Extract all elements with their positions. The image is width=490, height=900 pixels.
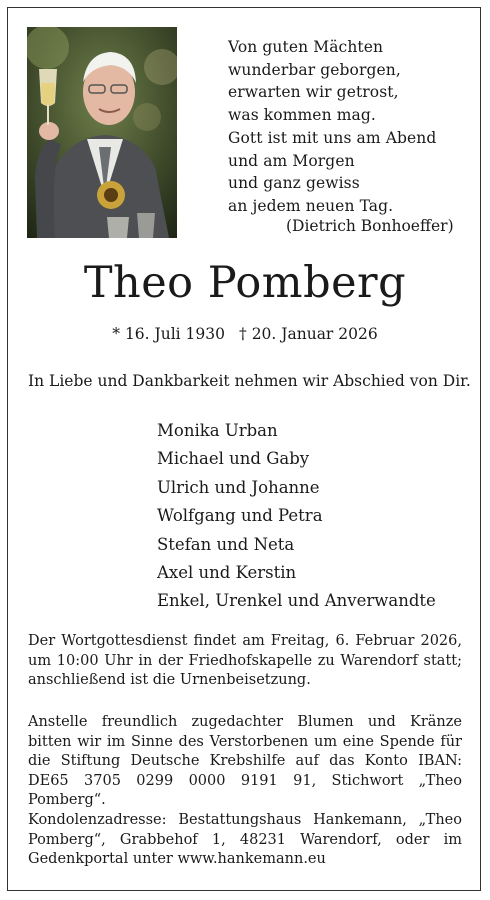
poem-line: was kommen mag. [228,106,376,125]
family-member: Enkel, Urenkel und Anverwandte [157,591,436,611]
birth-date: * 16. Juli 1930 [112,325,226,343]
poem-line: und ganz gewiss [228,174,360,193]
poem-author: (Dietrich Bonhoeffer) [286,217,454,235]
poem-line: Gott ist mit uns am Abend [228,128,437,147]
family-member: Monika Urban [157,421,278,440]
service-paragraph: Der Wortgottesdienst findet am Freitag, 6. Februar 2026, um 10:00 Uhr in der Friedhofskapelle zu Warendorf statt; anschließend ist die Urnenbeisetzung. [28,633,462,688]
family-member: Michael und Gaby [157,449,310,469]
donation-paragraph: Anstelle freundlich zugedachter Blumen und Kränze bitten wir im Sinne des Verstorbenen um eine Spende für die Stiftung Deutsche Krebshilfe auf das Konto IBAN: DE65 3705 0299 0000 9191 91, Stichwort „Theo Pomberg“. [28,714,462,808]
poem-line: erwarten wir getrost, [228,83,399,102]
portrait-photo [27,27,177,238]
poem-line: und am Morgen [228,151,355,170]
family-member: Wolfgang und Petra [157,506,323,526]
condolence-paragraph: Kondolenzadresse: Bestattungshaus Hankemann, „Theo Pomberg“, Grabbehof 1, 48231 Warendorf, oder im Gedenkportal unter www.hankemann.eu [28,812,462,867]
poem-line: an jedem neuen Tag. [228,196,394,215]
deceased-name: Theo Pomberg [83,258,407,308]
family-member: Ulrich und Johanne [157,477,320,497]
poem-line: wunderbar geborgen, [228,60,401,79]
family-member: Axel und Kerstin [157,563,297,583]
farewell-text: In Liebe und Dankbarkeit nehmen wir Abschied von Dir. [28,372,471,390]
family-list [157,417,436,616]
life-dates [0,325,490,343]
death-date: † 20. Januar 2026 [239,325,378,343]
poem-line: Von guten Mächten [228,38,384,56]
poem [228,36,436,218]
family-member: Stefan und Neta [157,534,295,554]
